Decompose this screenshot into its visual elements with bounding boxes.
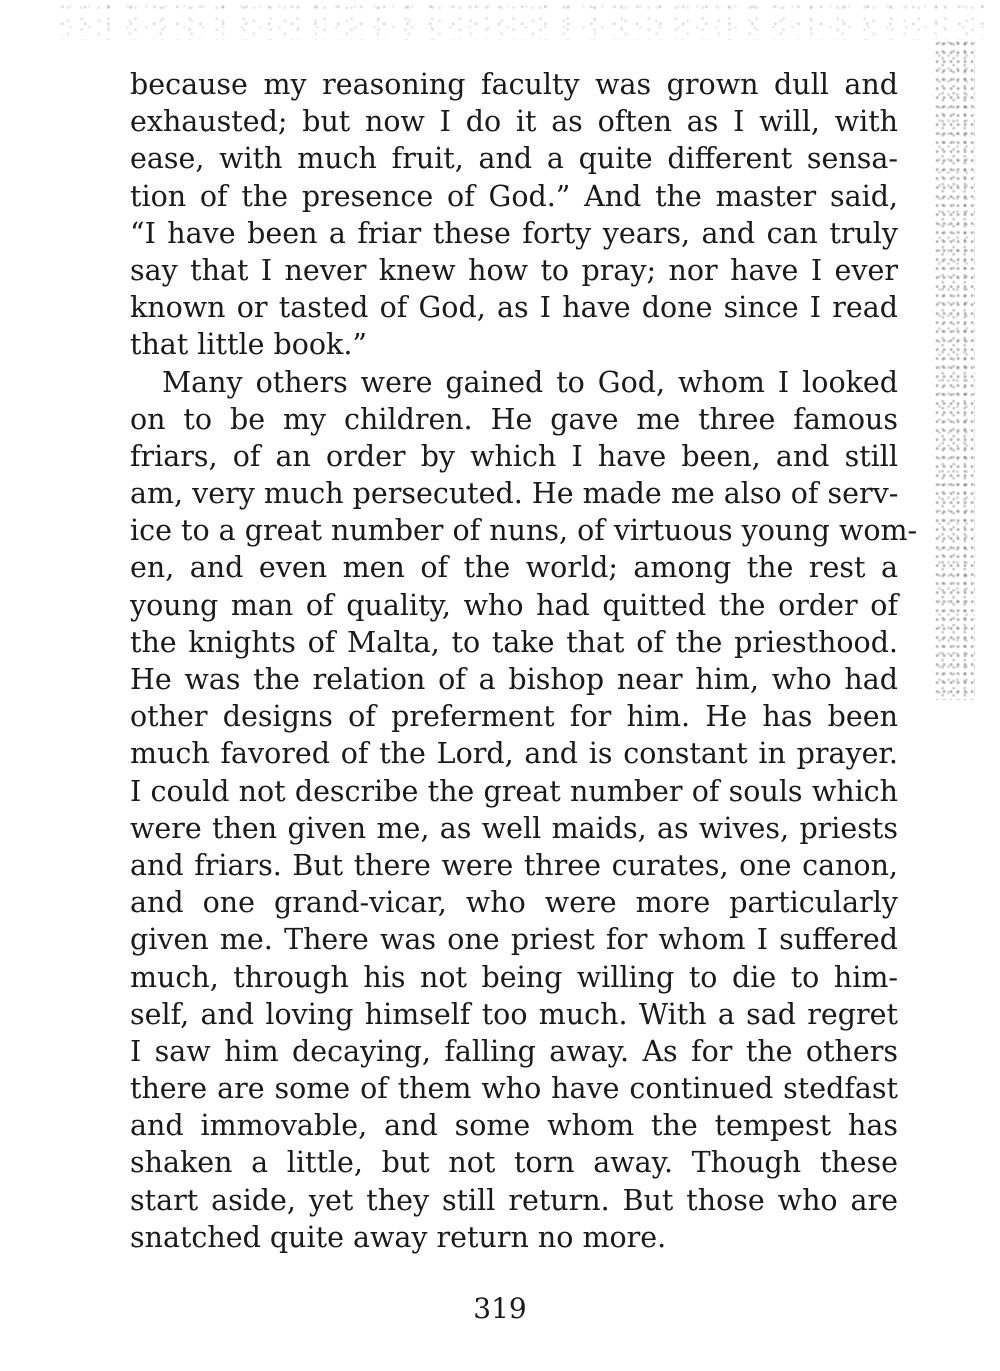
text-line: say that I never knew how to pray; nor have I ever bbox=[130, 253, 898, 287]
paragraph-start-line: Many others were gained to God, whom I looked bbox=[162, 365, 898, 399]
text-line: and one grand-vicar, who were more particularly bbox=[130, 886, 898, 920]
page-number: 319 bbox=[473, 1292, 527, 1325]
text-line: ease, with much fruit, and a quite different sensa- bbox=[130, 142, 898, 176]
paragraph-end-line: that little book.” bbox=[130, 328, 367, 362]
paragraph-end-line: snatched quite away return no more. bbox=[130, 1220, 667, 1254]
text-line: shaken a little, but not torn away. Though these bbox=[130, 1146, 898, 1180]
text-line: “I have been a friar these forty years, and can truly bbox=[130, 216, 898, 250]
text-line: much favored of the Lord, and is constant in prayer. bbox=[130, 737, 898, 771]
text-line: I saw him decaying, falling away. As for the others bbox=[130, 1034, 898, 1068]
text-line: were then given me, as well maids, as wives, priests bbox=[130, 811, 898, 845]
text-line: am, very much persecuted. He made me also of serv- bbox=[130, 477, 899, 511]
text-line: known or tasted of God, as I have done since I read bbox=[130, 291, 898, 325]
text-line: ice to a great number of nuns, of virtuous young wom- bbox=[130, 514, 918, 548]
scan-noise-top bbox=[60, 0, 990, 40]
text-line: the knights of Malta, to take that of the priesthood. bbox=[130, 625, 898, 659]
text-line: He was the relation of a bishop near him, who had bbox=[130, 663, 898, 696]
text-line: I could not describe the great number of souls which bbox=[130, 774, 898, 808]
scan-noise-right-edge bbox=[935, 40, 975, 700]
text-line: on to be my children. He gave me three famous bbox=[130, 402, 898, 436]
text-line: and immovable, and some whom the tempest has bbox=[130, 1109, 898, 1143]
text-line: friars, of an order by which I have been, and still bbox=[130, 439, 898, 473]
text-line: exhausted; but now I do it as often as I will, with bbox=[130, 105, 898, 139]
text-line: and friars. But there were three curates, one canon, bbox=[130, 848, 898, 882]
text-line: en, and even men of the world; among the rest a bbox=[130, 551, 898, 585]
text-line: much, through his not being willing to die to him- bbox=[130, 960, 898, 994]
text-line: self, and loving himself too much. With a sad regret bbox=[130, 997, 898, 1031]
text-line: because my reasoning faculty was grown dull and bbox=[130, 68, 898, 101]
text-line: tion of the presence of God.” And the master said, bbox=[130, 179, 898, 213]
body-text bbox=[130, 66, 918, 1256]
text-line: young man of quality, who had quitted the order of bbox=[130, 588, 898, 622]
text-line: other designs of preferment for him. He has been bbox=[130, 700, 898, 734]
text-line: there are some of them who have continued stedfast bbox=[130, 1072, 898, 1106]
text-line: given me. There was one priest for whom I suffered bbox=[130, 923, 898, 957]
text-line: start aside, yet they still return. But those who are bbox=[130, 1183, 898, 1217]
